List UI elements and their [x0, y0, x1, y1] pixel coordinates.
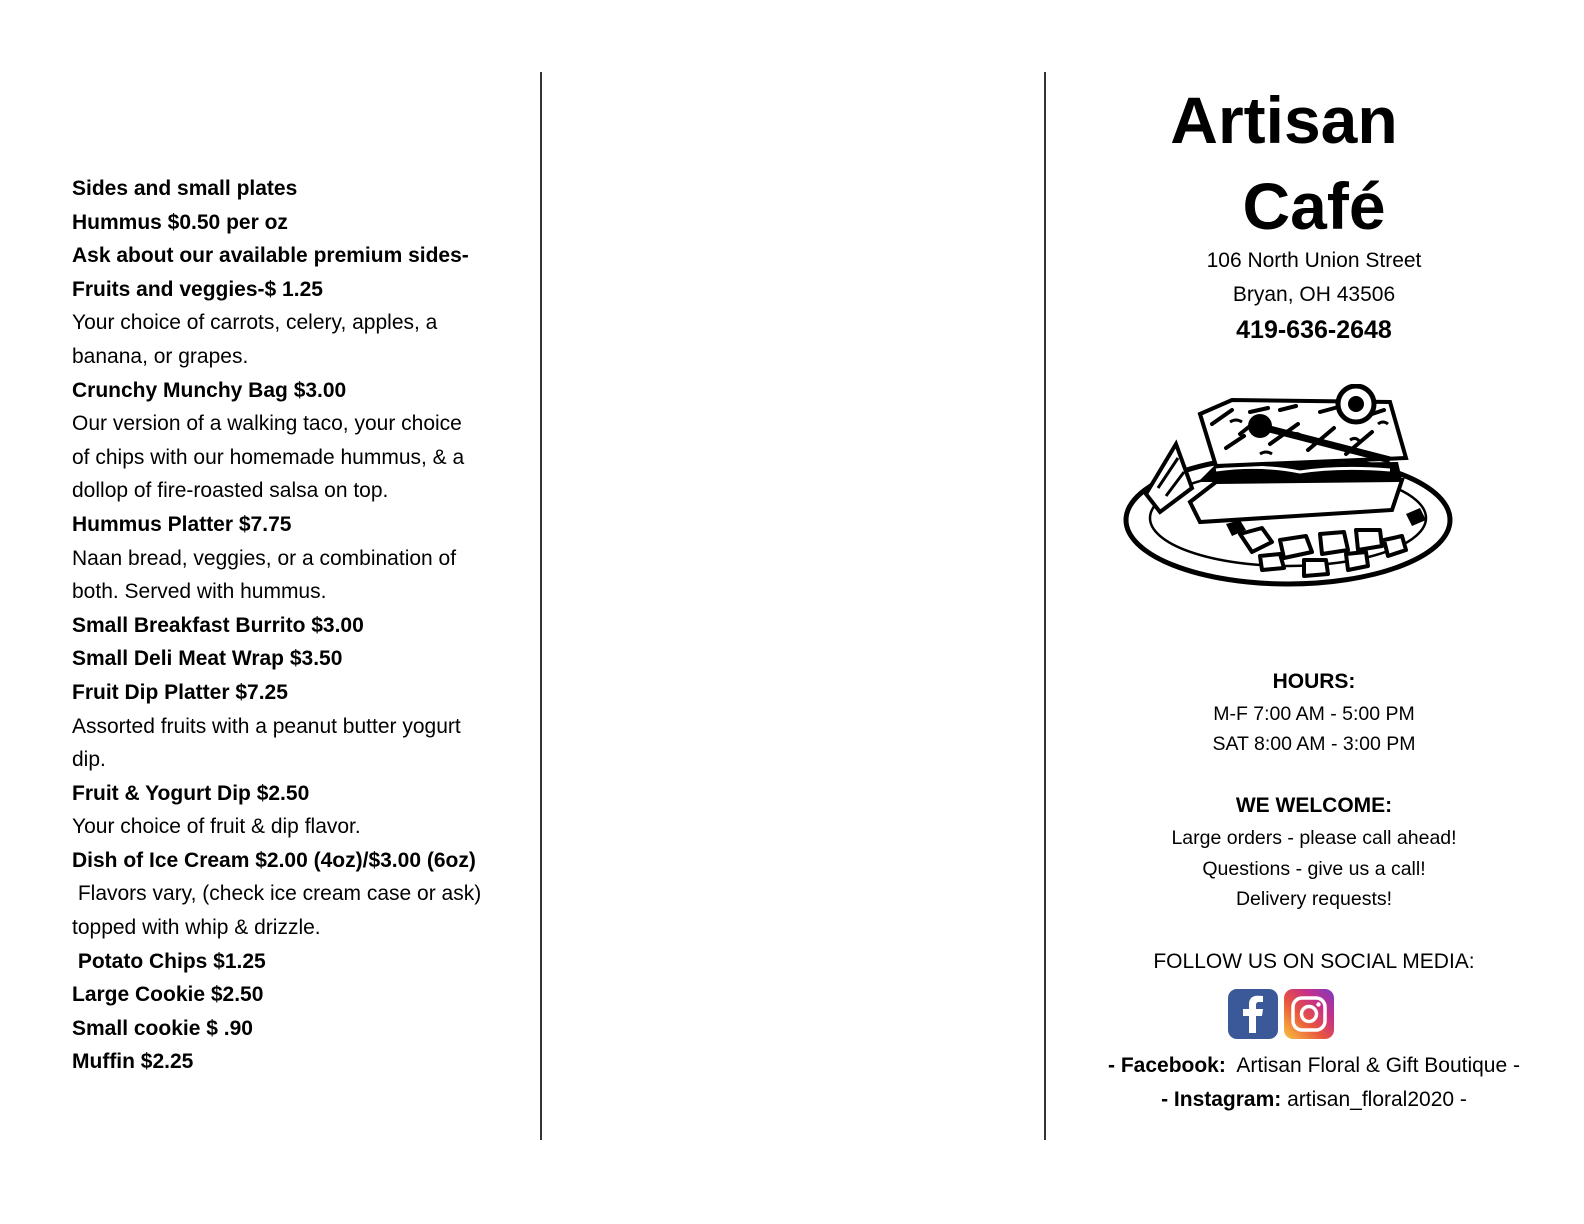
menu-item-heading: Hummus $0.50 per oz: [72, 210, 288, 234]
menu-item-heading: Large Cookie $2.50: [72, 983, 264, 1007]
menu-list: [72, 172, 512, 1079]
facebook-handle[interactable]: [1044, 1049, 1584, 1082]
sandwich-plate-illustration: [1120, 384, 1460, 600]
cafe-title-line-1: Artisan: [1170, 83, 1398, 157]
menu-item-heading: Fruits and veggies-$ 1.25: [72, 277, 323, 301]
menu-item-description: Your choice of fruit & dip flavor.: [72, 815, 361, 839]
hours-saturday: SAT 8:00 AM - 3:00 PM: [1212, 733, 1416, 755]
hours-weekday: M-F 7:00 AM - 5:00 PM: [1213, 703, 1415, 725]
cover-panel: [1044, 0, 1584, 1224]
menu-item-heading: Fruit & Yogurt Dip $2.50: [72, 781, 310, 805]
welcome-delivery: Delivery requests!: [1235, 888, 1393, 910]
menu-item-description: banana, or grapes.: [72, 344, 249, 368]
menu-item-description: Our version of a walking taco, your choice: [72, 412, 462, 436]
menu-item-heading: Small Deli Meat Wrap $3.50: [72, 647, 343, 671]
instagram-handle[interactable]: [1044, 1083, 1584, 1116]
menu-item-description: both. Served with hummus.: [72, 580, 327, 604]
instagram-prefix: -: [1161, 1088, 1174, 1111]
welcome-heading: WE WELCOME:: [1235, 794, 1393, 817]
welcome-large-orders: Large orders - please call ahead!: [1171, 827, 1457, 849]
menu-item-heading: Fruit Dip Platter $7.25: [72, 680, 288, 704]
phone-number: 419-636-2648: [1236, 316, 1392, 344]
menu-item-description: of chips with our homemade hummus, & a: [72, 445, 465, 469]
menu-item-description: dip.: [72, 748, 106, 772]
instagram-label: Instagram:: [1173, 1088, 1282, 1111]
menu-item-heading: Small cookie $ .90: [72, 1016, 253, 1040]
menu-item-heading: Dish of Ice Cream $2.00 (4oz)/$3.00 (6oz): [72, 848, 476, 872]
panel-divider-left: [540, 72, 542, 1140]
social-icons: [1228, 989, 1338, 1039]
facebook-icon[interactable]: [1228, 989, 1278, 1039]
menu-item-description: Flavors vary, (check ice cream case or ask): [72, 882, 482, 906]
social-heading: FOLLOW US ON SOCIAL MEDIA:: [1153, 950, 1475, 973]
hours-heading: HOURS:: [1272, 670, 1356, 693]
menu-item-heading: Muffin $2.25: [72, 1050, 194, 1074]
menu-item-description: Assorted fruits with a peanut butter yogurt: [72, 714, 461, 738]
welcome-questions: Questions - give us a call!: [1202, 858, 1426, 880]
facebook-label: Facebook:: [1120, 1054, 1226, 1077]
menu-item-heading: Small Breakfast Burrito $3.00: [72, 613, 364, 637]
menu-item-heading: Crunchy Munchy Bag $3.00: [72, 378, 347, 402]
menu-item-heading: Ask about our available premium sides-: [72, 244, 469, 268]
address-city: Bryan, OH 43506: [1232, 283, 1396, 306]
facebook-value: Artisan Floral & Gift Boutique -: [1225, 1054, 1520, 1077]
address-street: 106 North Union Street: [1206, 249, 1422, 272]
menu-item-heading: Hummus Platter $7.75: [72, 512, 292, 536]
instagram-icon[interactable]: [1284, 989, 1334, 1039]
menu-item-description: topped with whip & drizzle.: [72, 916, 321, 940]
facebook-prefix: -: [1108, 1054, 1121, 1077]
menu-item-description: dollop of fire-roasted salsa on top.: [72, 479, 389, 503]
menu-item-heading: Sides and small plates: [72, 177, 298, 200]
menu-item-description: Naan bread, veggies, or a combination of: [72, 546, 457, 570]
instagram-value: artisan_floral2020 -: [1281, 1088, 1467, 1111]
menu-item-heading: Potato Chips $1.25: [72, 949, 266, 973]
menu-item-description: Your choice of carrots, celery, apples, a: [72, 311, 438, 335]
cafe-title-line-2: Café: [1242, 169, 1386, 243]
